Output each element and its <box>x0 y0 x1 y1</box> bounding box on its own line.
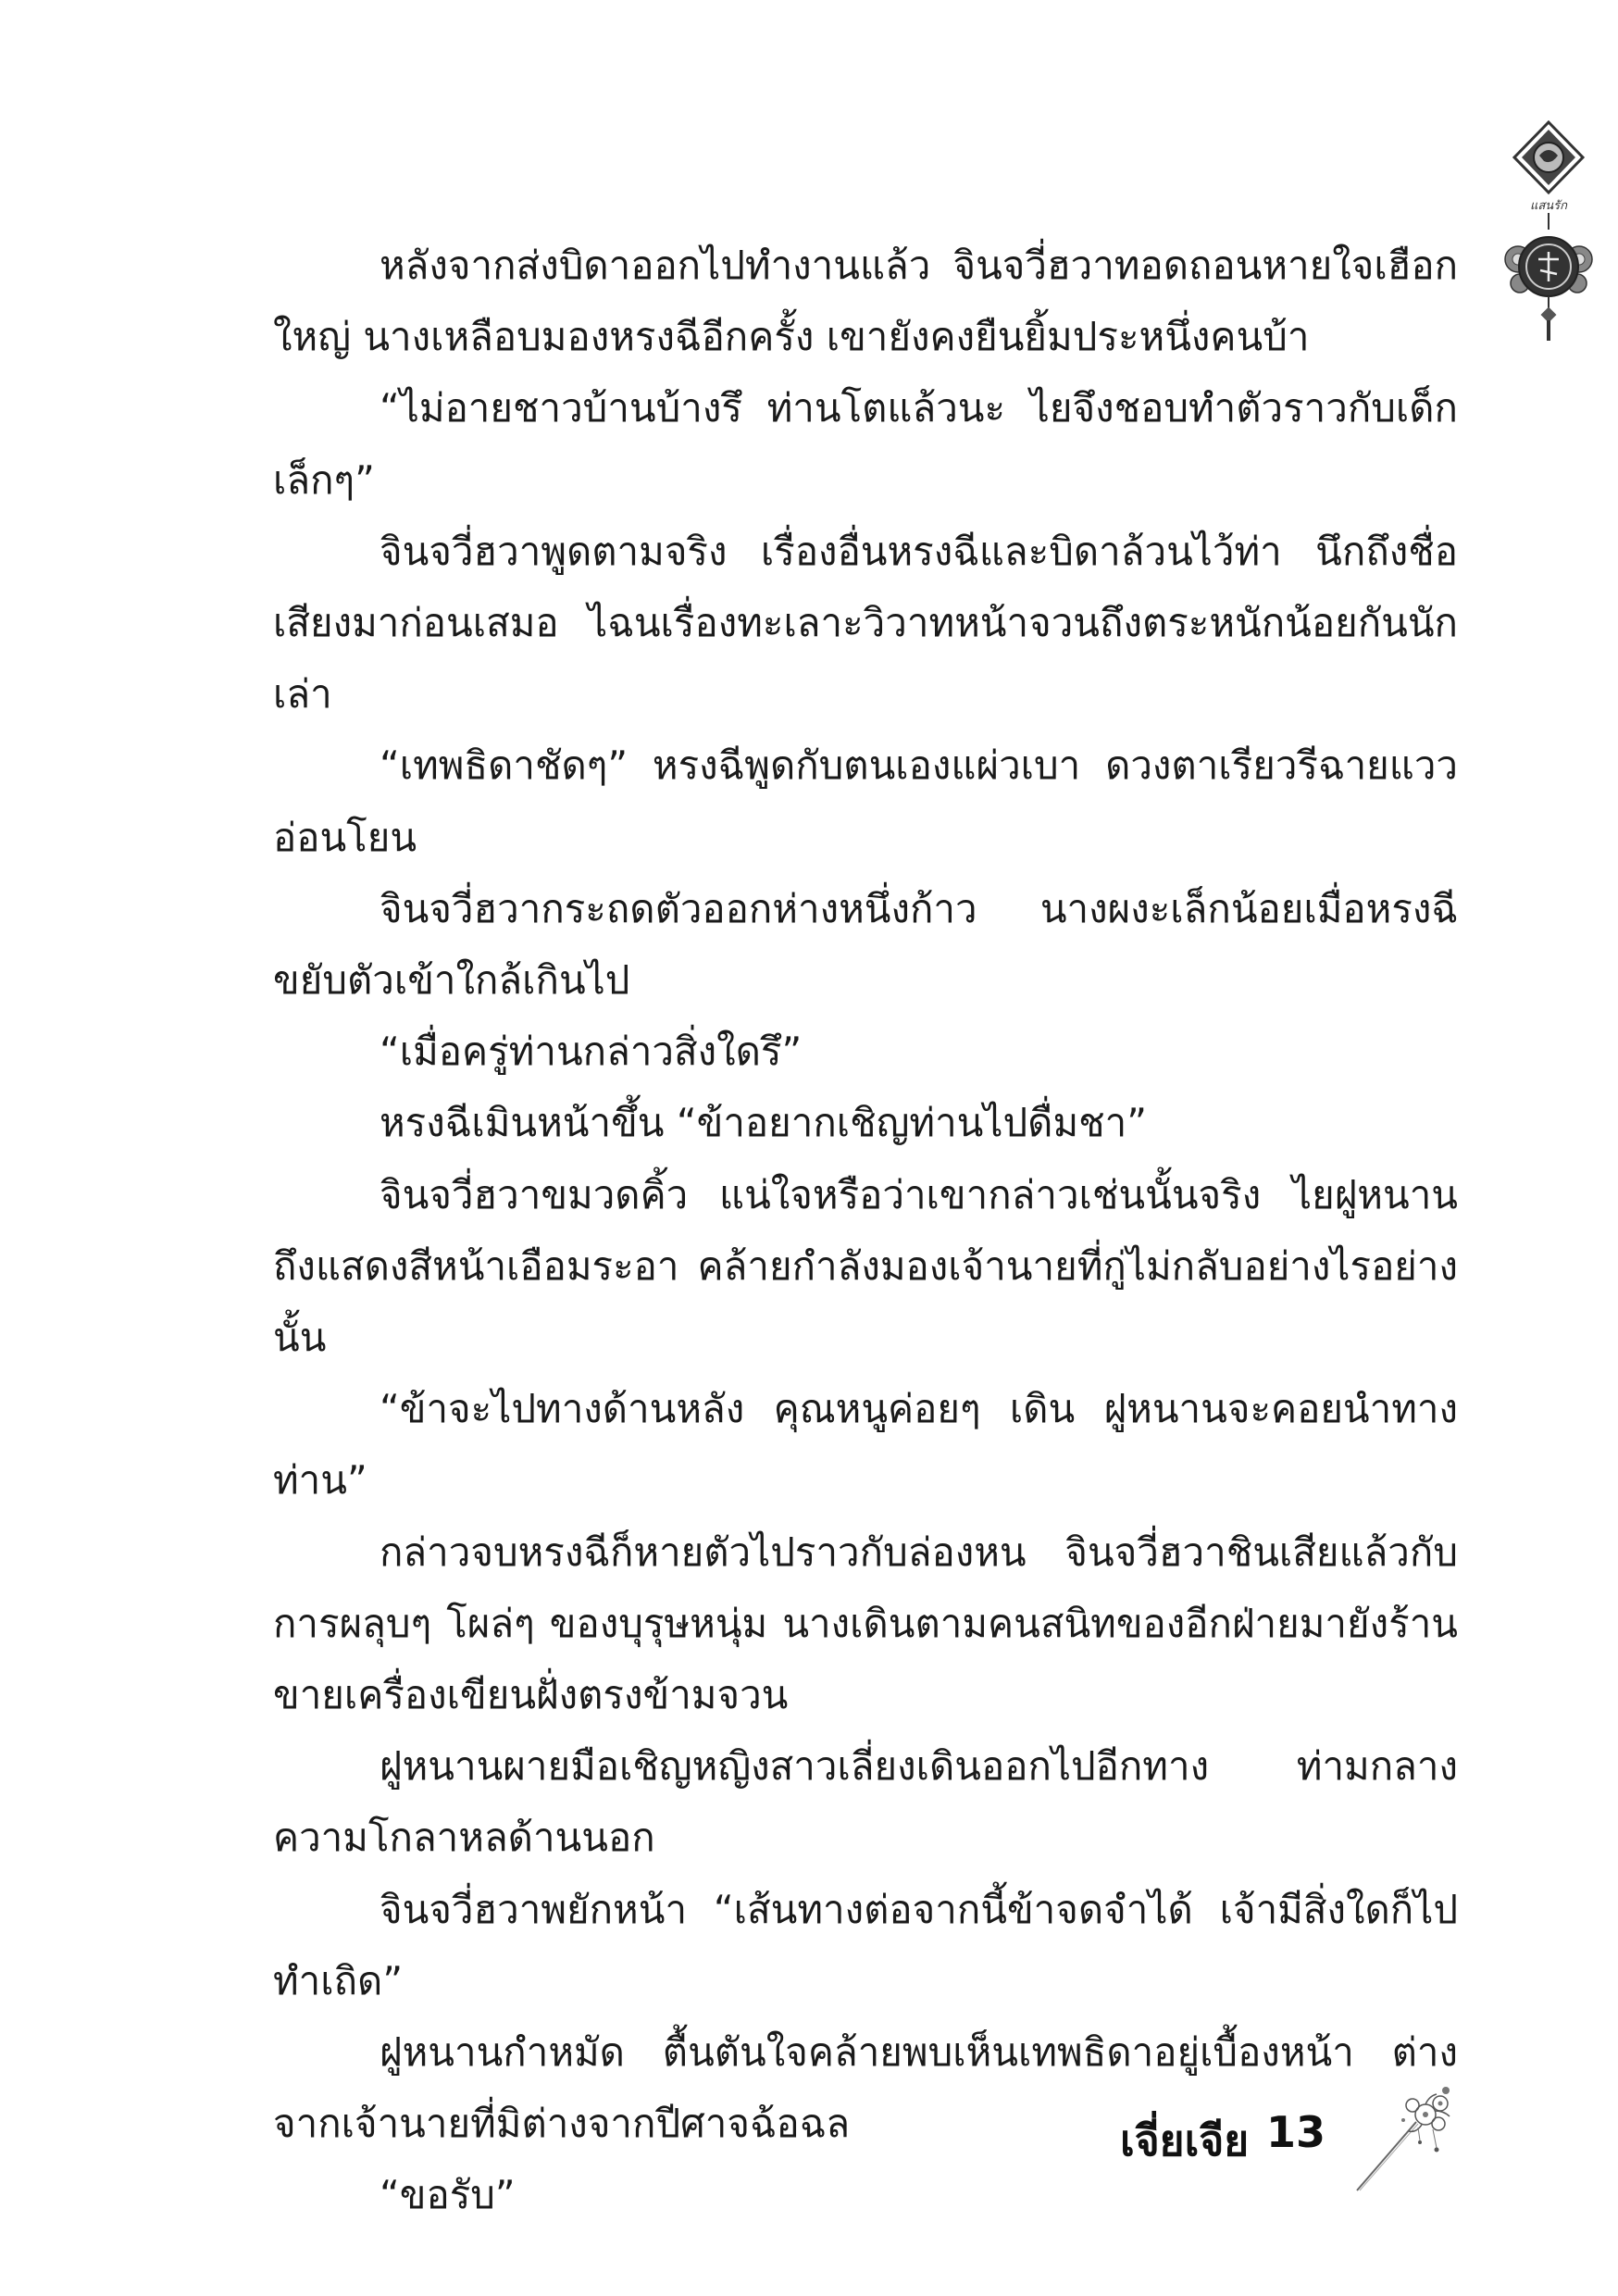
emblem-label: แสนรัก <box>1529 199 1568 213</box>
paragraph: จินจวี่ฮวากระถดตัวออกห่างหนึ่งก้าว นางผงะเล็กน้อยเมื่อหรงฉีขยับตัวเข้าใกล้เกินไป <box>273 885 1458 1004</box>
book-title: เจี่ยเจีย <box>1120 2115 1250 2165</box>
paragraph: “เทพธิดาชัดๆ” หรงฉีพูดกับตนเองแผ่วเบา ดวงตาเรียวรีฉายแววอ่อนโยน <box>273 742 1458 860</box>
paragraph: จินจวี่ฮวาพูดตามจริง เรื่องอื่นหรงฉีและบิดาล้วนไว้ท่า นึกถึงชื่อเสียงมาก่อนเสมอ ไฉนเรื่องทะเลาะวิวาทหน้าจวนถึงตระหนักน้อยกันนักเล่า <box>273 528 1458 718</box>
paragraph: “ไม่อายชาวบ้านบ้างรึ ท่านโตแล้วนะ ไยจึงชอบทำตัวราวกับเด็กเล็กๆ” <box>273 385 1458 503</box>
paragraph: จินจวี่ฮวาพยักหน้า “เส้นทางต่อจากนี้ข้าจดจำได้ เจ้ามีสิ่งใดก็ไปทำเถิด” <box>273 1886 1458 2003</box>
publisher-emblem-icon <box>1498 120 1599 343</box>
paragraph: “ข้าจะไปทางด้านหลัง คุณหนูค่อยๆ เดิน ฝูหนานจะคอยนำทางท่าน” <box>273 1386 1458 1504</box>
page-number: 13 <box>1266 2107 1326 2157</box>
paragraph: ฝูหนานผายมือเชิญหญิงสาวเลี่ยงเดินออกไปอีกทาง ท่ามกลางความโกลาหลด้านนอก <box>273 1743 1458 1861</box>
paragraph: หรงฉีเมินหน้าขึ้น “ข้าอยากเชิญท่านไปดื่มชา” <box>380 1100 1147 1146</box>
paragraph: กล่าวจบหรงฉีก็หายตัวไปราวกับล่องหน จินจวี่ฮวาชินเสียแล้วกับการผลุบๆ โผล่ๆ ของบุรุษหนุ่ม นางเดินตามคนสนิทของอีกฝ่ายมายังร้านขายเครื่องเขียนฝั่งตรงข้ามจวน <box>273 1529 1458 1718</box>
paragraph: หลังจากส่งบิดาออกไปทำงานแล้ว จินจวี่ฮวาทอดถอนหายใจเฮือกใหญ่ นางเหลือบมองหรงฉีอีกครั้ง เขายังคงยืนยิ้มประหนึ่งคนบ้า <box>273 243 1458 360</box>
page-footer <box>0 2083 1618 2194</box>
paragraph: “เมื่อครู่ท่านกล่าวสิ่งใดรึ” <box>380 1029 803 1075</box>
paragraph: จินจวี่ฮวาขมวดคิ้ว แน่ใจหรือว่าเขากล่าวเช่นนั้นจริง ไยฝูหนานถึงแสดงสีหน้าเอือมระอา คล้ายกำลังมองเจ้านายที่กู่ไม่กลับอย่างไรอย่างนั้น <box>273 1171 1458 1361</box>
paragraph: ฝูหนานกำหมัด ตื้นตันใจคล้ายพบเห็นเทพธิดาอยู่เบื้องหน้า ต่างจากเจ้านายที่มิต่างจากปีศาจฉ้อฉล <box>273 2029 1458 2147</box>
hairpin-ornament-icon <box>1351 2083 1462 2194</box>
paragraph: “ขอรับ” <box>380 2172 516 2218</box>
body-text <box>273 230 1458 2231</box>
